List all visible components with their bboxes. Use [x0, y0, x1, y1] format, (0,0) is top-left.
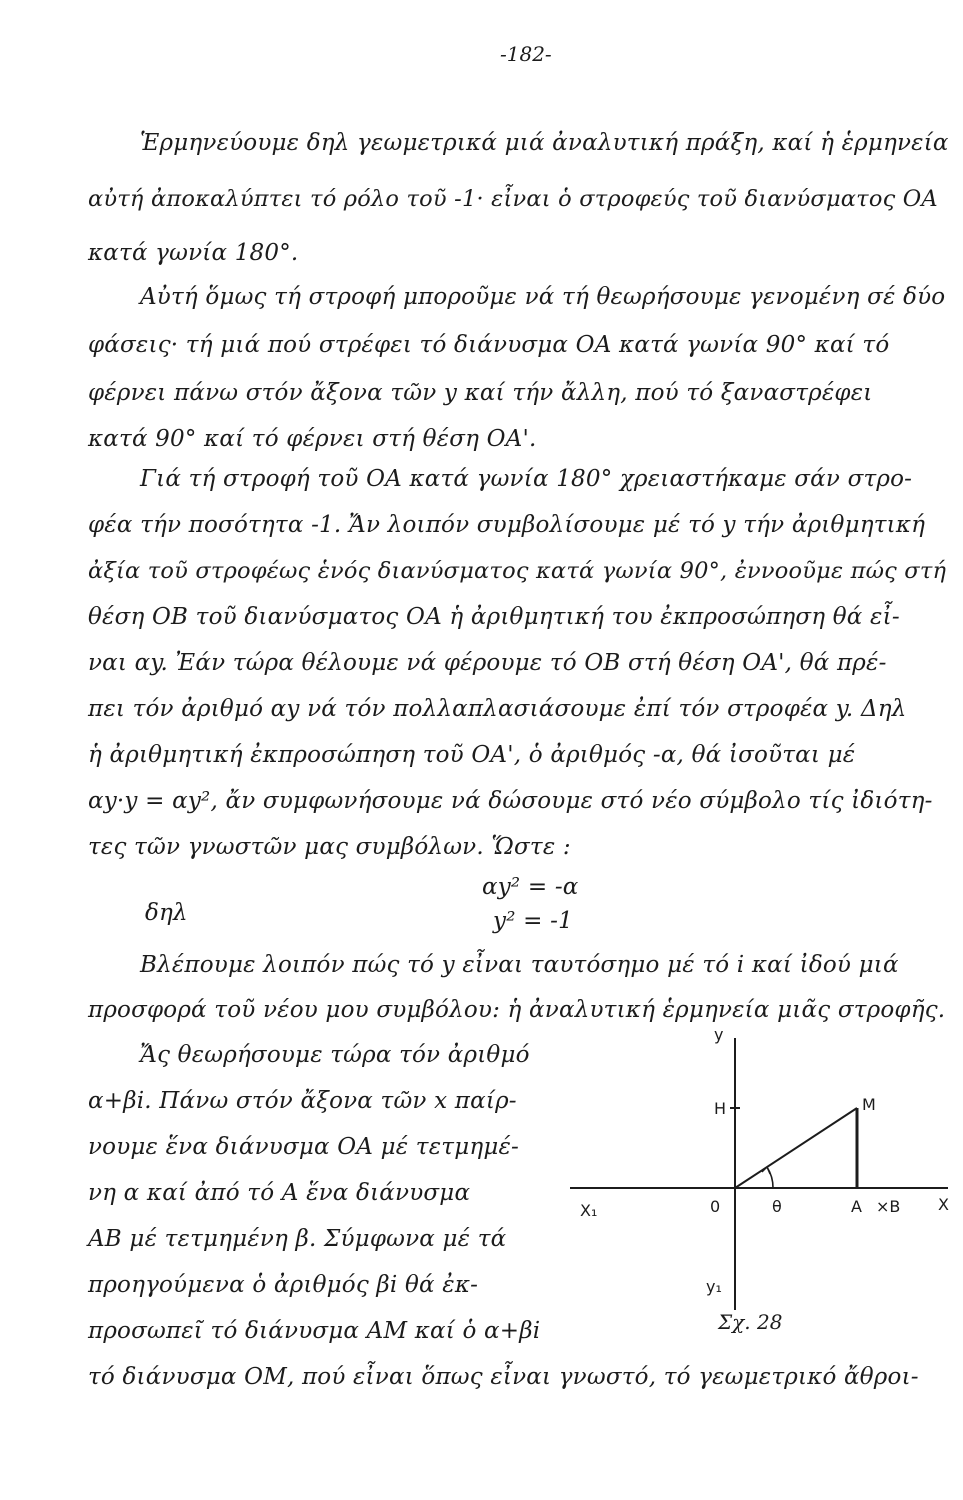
formula-line: y² = -1 [493, 908, 573, 934]
text-line: πει τόν ἀριθμό αy νά τόν πολλαπλασιάσουμε ἐπί τόν στροφέα y. Δηλ [88, 696, 907, 722]
text-line: τες τῶν γνωστῶν μας συμβόλων. Ὥστε : [88, 834, 571, 860]
label-b: ×B [876, 1197, 901, 1216]
text-line: κατά 90° καί τό φέρνει στή θέση ΟΑ'. [88, 426, 537, 452]
label-y: y [714, 1025, 724, 1044]
text-line: ΑΒ μέ τετμημένη β. Σύμφωνα μέ τά [88, 1226, 507, 1252]
text-line: ἀξία τοῦ στροφέως ἑνός διανύσματος κατά γωνία 90°, ἐννοοῦμε πώς στή [88, 558, 947, 584]
text-line: προσφορά τοῦ νέου μου συμβόλου: ἡ ἀναλυτική ἑρμηνεία μιᾶς στροφῆς. [88, 997, 946, 1023]
label-theta: θ [772, 1197, 782, 1216]
text-line: φάσεις· τή μιά πού στρέφει τό διάνυσμα ΟΑ κατά γωνία 90° καί τό [88, 332, 890, 358]
figure-28-diagram [570, 1020, 963, 1320]
formula-line: αy² = -α [482, 874, 579, 900]
text-line: Αὐτή ὅμως τή στροφή μποροῦμε νά τή θεωρήσουμε γενομένη σέ δύο [140, 284, 946, 310]
text-line: δηλ [145, 900, 188, 926]
text-line: ἡ ἀριθμητική ἐκπροσώπηση τοῦ ΟΑ', ὁ ἀριθμός -α, θά ἰσοῦται μέ [88, 742, 856, 768]
text-line: αy·y = αy², ἄν συμφωνήσουμε νά δώσουμε στό νέο σύμβολο τίς ἰδιότη- [88, 788, 933, 814]
page-number: -182- [500, 42, 552, 66]
label-m: M [862, 1095, 876, 1114]
label-x: X [938, 1195, 949, 1214]
text-line: α+βi. Πάνω στόν ἄξονα τῶν x παίρ- [88, 1088, 517, 1114]
label-h: H [714, 1099, 727, 1118]
text-line: Γιά τή στροφή τοῦ ΟΑ κατά γωνία 180° χρειαστήκαμε σάν στρο- [140, 466, 913, 492]
text-line: Ἑρμηνεύουμε δηλ γεωμετρικά μιά ἀναλυτική πράξη, καί ἡ ἑρμηνεία [140, 130, 949, 156]
text-line: προηγούμενα ὁ ἀριθμός βi θά ἐκ- [88, 1272, 479, 1298]
text-line: Βλέπουμε λοιπόν πώς τό y εἶναι ταυτόσημο μέ τό i καί ἰδού μιά [140, 952, 899, 978]
text-line: τό διάνυσμα ΟΜ, πού εἶναι ὅπως εἶναι γνωστό, τό γεωμετρικό ἄθροι- [88, 1364, 919, 1390]
text-line: φέρνει πάνω στόν ἄξονα τῶν y καί τήν ἄλλη, πού τό ξαναστρέφει [88, 380, 873, 406]
text-line: ναι αy. Ἐάν τώρα θέλουμε νά φέρουμε τό ΟΒ στή θέση ΟΑ', θά πρέ- [88, 650, 887, 676]
text-line: Ἄς θεωρήσουμε τώρα τόν ἀριθμό [140, 1042, 530, 1068]
label-origin: 0 [710, 1197, 721, 1216]
text-line: κατά γωνία 180°. [88, 240, 299, 266]
text-line: θέση ΟΒ τοῦ διανύσματος ΟΑ ἡ ἀριθμητική του ἐκπροσώπηση θά εἶ- [88, 604, 900, 630]
vector-om [735, 1108, 857, 1188]
text-line: αὐτή ἀποκαλύπτει τό ρόλο τοῦ -1· εἶναι ὁ στροφεύς τοῦ διανύσματος ΟΑ [88, 186, 938, 212]
text-line: φέα τήν ποσότητα -1. Ἄν λοιπόν συμβολίσουμε μέ τό y τήν ἀριθμητική [88, 512, 926, 538]
text-line: προσωπεῖ τό διάνυσμα ΑΜ καί ὁ α+βi [88, 1318, 541, 1344]
figure-caption: Σχ. 28 [718, 1310, 783, 1334]
label-a: A [851, 1197, 862, 1216]
label-y1: y₁ [706, 1277, 722, 1296]
text-line: νη α καί ἀπό τό Α ἕνα διάνυσμα [88, 1180, 471, 1206]
angle-arrow [762, 1167, 770, 1174]
label-x1: X₁ [580, 1201, 598, 1220]
text-line: νουμε ἕνα διάνυσμα ΟΑ μέ τετμημέ- [88, 1134, 519, 1160]
